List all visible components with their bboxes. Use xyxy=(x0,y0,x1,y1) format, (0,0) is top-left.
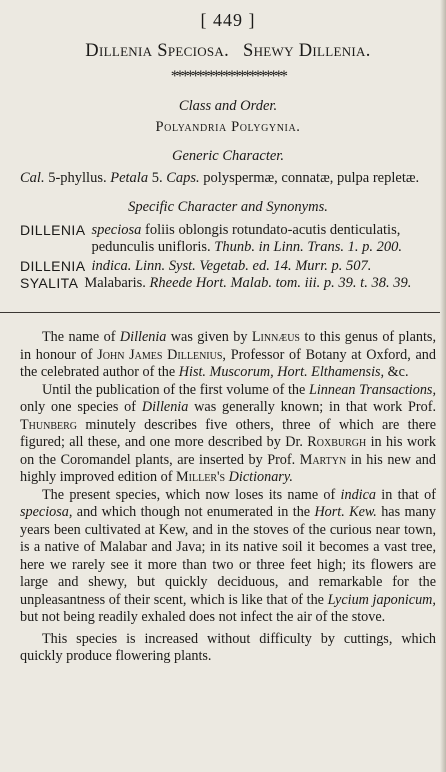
paragraph xyxy=(20,382,436,487)
paragraph xyxy=(20,487,436,627)
text-run: and which though not enumerated in the xyxy=(72,504,315,520)
synonyms-list xyxy=(20,222,436,292)
text-run: Lycium japonicum, xyxy=(327,591,436,608)
text-run: The present species, which now loses its name of xyxy=(42,486,341,503)
text-run: in his new and highly improved edition of xyxy=(20,451,436,485)
text-run: The name of xyxy=(42,329,120,345)
synonym-desc: foliis oblongis rotundato-acutis denticulatis, pedunculis unifloris. xyxy=(91,222,401,255)
specific-heading: Specific Character and Synonyms. xyxy=(128,199,328,215)
text-run: This species is increased without difficulty by cuttings, which quickly produce flowering plants. xyxy=(20,630,436,664)
text-run: to this genus of plants, in honour of xyxy=(20,329,436,363)
class-order: Polyandria Polygynia. xyxy=(155,119,301,135)
gc-cal: Cal. xyxy=(20,170,45,186)
synonym-entry xyxy=(20,258,436,275)
text-run: in that of xyxy=(376,486,436,503)
gc-text: polyspermæ, connatæ, pulpa repletæ. xyxy=(199,170,420,186)
synonym-entry xyxy=(20,275,436,292)
text-run: Dillenia xyxy=(119,329,167,345)
body-text xyxy=(20,329,436,666)
class-order-heading: Class and Order. xyxy=(178,98,278,114)
synonym-label: DILLENIA xyxy=(20,222,86,238)
synonym-label: SYALITA xyxy=(20,275,79,291)
text-run: but not being readily exhaled does not infect the air of the stove. xyxy=(20,609,386,625)
text-run: indica xyxy=(340,486,376,503)
text-run: has many years been cultivated at Kew, and in the stoves of the curious near town, is a native of Malabar and Java; in its native soil it becomes a vast tree, here we rarely see it more than two or three feet high; its flowers are large and shewy, but quickly deciduous, and remarkable for the unpleasantness of their scent, which is like that of the xyxy=(20,504,436,608)
synonym-text xyxy=(91,258,436,275)
paragraph xyxy=(20,329,436,382)
text-run: Linnean Transactions, xyxy=(308,381,436,398)
synonym-entry xyxy=(20,222,436,256)
text-run: speciosa, xyxy=(20,504,73,520)
text-run: Dictionary. xyxy=(228,469,293,485)
text-run: Hort. Kew. xyxy=(314,504,377,520)
text-run: was generally known; in that work Prof. xyxy=(188,399,436,415)
text-run: minutely describes five others, three of which are there figured; all these, and one more described by Dr. xyxy=(20,416,436,450)
synonym-label: DILLENIA xyxy=(20,258,86,274)
section-divider xyxy=(0,312,440,313)
gc-petala: Petala xyxy=(110,170,149,186)
text-run: Professor of Botany at Oxford, and the celebrated author of the xyxy=(20,346,436,380)
generic-character xyxy=(20,169,436,187)
title-english: Shewy Dillenia. xyxy=(243,41,371,61)
text-run: in his work on the Coromandel plants, are inserted by Prof. xyxy=(20,434,436,468)
plate-title xyxy=(20,41,436,62)
synonym-text xyxy=(91,222,436,256)
page-number: [ 449 ] xyxy=(200,10,256,30)
gc-caps: Caps. xyxy=(166,170,200,186)
synonym-ref: indica. Linn. Syst. Vegetab. ed. 14. Murr. p. 507. xyxy=(91,258,372,274)
synonym-desc: Malabaris. xyxy=(84,275,150,291)
gc-text: 5. xyxy=(148,170,167,186)
text-run: Linnæus xyxy=(251,329,300,345)
text-run: Until the publication of the first volume of the xyxy=(42,381,309,398)
gc-text: 5-phyllus. xyxy=(44,170,111,186)
star-ornament: ********************** xyxy=(170,68,286,85)
paragraph xyxy=(20,631,436,666)
text-run: Hist. Muscorum, Hort. Elthamensis, xyxy=(178,364,385,380)
synonym-epithet: speciosa xyxy=(91,222,142,238)
synonym-ref: Rheede Hort. Malab. tom. iii. p. 39. t. 38. 39. xyxy=(149,275,412,291)
text-run: John James Dillenius, xyxy=(97,346,226,363)
text-run: only one species of xyxy=(20,399,142,415)
text-run: Martyn xyxy=(299,451,347,468)
generic-heading: Generic Character. xyxy=(172,148,284,164)
text-run: Roxburgh xyxy=(307,434,367,450)
text-run: &c. xyxy=(384,364,409,380)
text-run: Dillenia xyxy=(141,399,189,415)
text-run: Miller's xyxy=(176,469,226,485)
text-run: was given by xyxy=(166,329,252,345)
synonym-ref: Thunb. in Linn. Trans. 1. p. 200. xyxy=(214,239,403,255)
synonym-text xyxy=(84,275,436,292)
title-latin: Dillenia Speciosa. xyxy=(85,41,230,61)
text-run: Thunberg xyxy=(20,416,78,433)
page-spine-shadow xyxy=(440,0,446,772)
